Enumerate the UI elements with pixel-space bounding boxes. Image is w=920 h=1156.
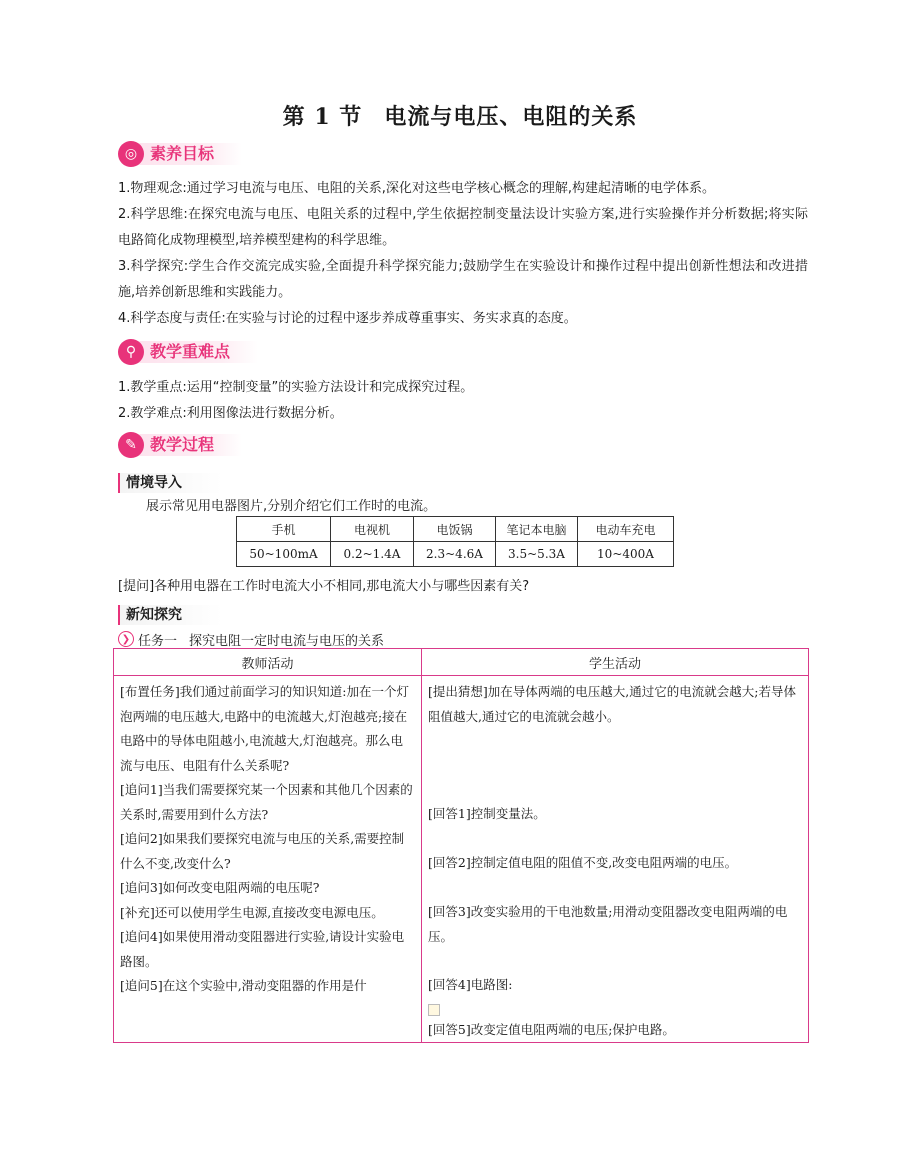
- location-pin-icon: ⚲: [118, 339, 144, 365]
- teacher-item: [追问1]当我们需要探究某一个因素和其他几个因素的关系时,需要用到什么方法?: [120, 782, 413, 822]
- activity-header-row: [114, 649, 809, 676]
- goals-list: [118, 176, 808, 332]
- table-row: [237, 542, 674, 567]
- table-header-cell: 手机: [237, 517, 331, 542]
- student-activity-cell: [422, 676, 809, 1043]
- goal-item: 1.物理观念:通过学习电流与电压、电阻的关系,深化对这些电学核心概念的理解,构建起清晰的电学体系。: [118, 181, 716, 196]
- teacher-item: [补充]还可以使用学生电源,直接改变电源电压。: [120, 904, 384, 920]
- table-header-row: [237, 517, 674, 542]
- explore-label: 新知探究: [118, 605, 222, 625]
- task-heading: [118, 629, 384, 649]
- student-item: [回答2]控制定值电阻的阻值不变,改变电阻两端的电压。: [428, 855, 738, 870]
- keypoint-item: 1.教学重点:运用“控制变量”的实验方法设计和完成探究过程。: [118, 380, 474, 395]
- table-cell: 2.3~4.6A: [414, 542, 496, 567]
- table-cell: 0.2~1.4A: [331, 542, 414, 567]
- process-label: 教学过程: [138, 434, 242, 456]
- student-item: [回答1]控制变量法。: [428, 806, 546, 821]
- teacher-item: [追问2]如果我们要探究电流与电压的关系,需要控制什么不变,改变什么?: [120, 831, 405, 871]
- activity-table: [113, 648, 809, 1043]
- teacher-column-header: 教师活动: [114, 649, 422, 676]
- table-header-cell: 电视机: [331, 517, 414, 542]
- teacher-item: [追问5]在这个实验中,滑动变阻器的作用是什: [120, 978, 367, 993]
- student-item: [提出猜想]加在导体两端的电压越大,通过它的电流就会越大;若导体阻值越大,通过它的电流就会越小。: [428, 684, 796, 724]
- table-cell: 3.5~5.3A: [496, 542, 578, 567]
- activity-row: [114, 676, 809, 1043]
- chevron-right-icon: ❯: [118, 631, 134, 647]
- section-title: 电流与电压、电阻的关系: [384, 104, 638, 130]
- page-title: [0, 100, 920, 131]
- task-title: 探究电阻一定时电流与电压的关系: [189, 633, 385, 649]
- intro-question: [提问]各种用电器在工作时电流大小不相同,那电流大小与哪些因素有关?: [118, 579, 530, 594]
- table-cell: 50~100mA: [237, 542, 331, 567]
- goal-item: 2.科学思维:在探究电流与电压、电阻关系的过程中,学生依据控制变量法设计实验方案,进行实验操作并分析数据;将实际电路简化成物理模型,培养模型建构的科学思维。: [118, 207, 808, 248]
- keypoints-header: [118, 339, 258, 365]
- teacher-item: [布置任务]我们通过前面学习的知识知道:加在一个灯泡两端的电压越大,电路中的电流越大,灯泡越亮;接在电路中的导体电阻越小,电流越大,灯泡越亮。那么电流与电压、电阻有什么关系呢?: [120, 684, 409, 773]
- circuit-diagram-image: [428, 1004, 440, 1016]
- teacher-activity-cell: [114, 676, 422, 1043]
- student-item: [回答5]改变定值电阻两端的电压;保护电路。: [428, 1021, 675, 1037]
- student-item: [回答3]改变实验用的干电池数量;用滑动变阻器改变电阻两端的电压。: [428, 904, 788, 944]
- student-item: [回答4]电路图:: [428, 977, 513, 992]
- table-cell: 10~400A: [578, 542, 674, 567]
- goals-header: [118, 141, 242, 167]
- keypoints-label: 教学重难点: [138, 341, 258, 363]
- keypoints-list: [118, 375, 808, 427]
- goal-item: 3.科学探究:学生合作交流完成实验,全面提升科学探究能力;鼓励学生在实验设计和操作过程中提出创新性想法和改进措施,培养创新思维和实践能力。: [118, 259, 808, 300]
- goals-label: 素养目标: [138, 143, 242, 165]
- table-header-cell: 电动车充电: [578, 517, 674, 542]
- intro-text: 展示常见用电器图片,分别介绍它们工作时的电流。: [146, 499, 437, 514]
- table-header-cell: 电饭锅: [414, 517, 496, 542]
- target-icon: ◎: [118, 141, 144, 167]
- edit-icon: ✎: [118, 432, 144, 458]
- keypoint-item: 2.教学难点:利用图像法进行数据分析。: [118, 406, 343, 421]
- teacher-item: [追问3]如何改变电阻两端的电压呢?: [120, 880, 320, 895]
- student-column-header: 学生活动: [422, 649, 809, 676]
- table-header-cell: 笔记本电脑: [496, 517, 578, 542]
- teacher-item: [追问4]如果使用滑动变阻器进行实验,请设计实验电路图。: [120, 929, 405, 969]
- goal-item: 4.科学态度与责任:在实验与讨论的过程中逐步养成尊重事实、务实求真的态度。: [118, 311, 577, 326]
- section-number: 第 1 节: [282, 104, 363, 130]
- device-current-table: [236, 516, 674, 567]
- intro-label: 情境导入: [118, 473, 222, 493]
- process-header: [118, 432, 242, 458]
- task-number: 任务一: [138, 633, 178, 649]
